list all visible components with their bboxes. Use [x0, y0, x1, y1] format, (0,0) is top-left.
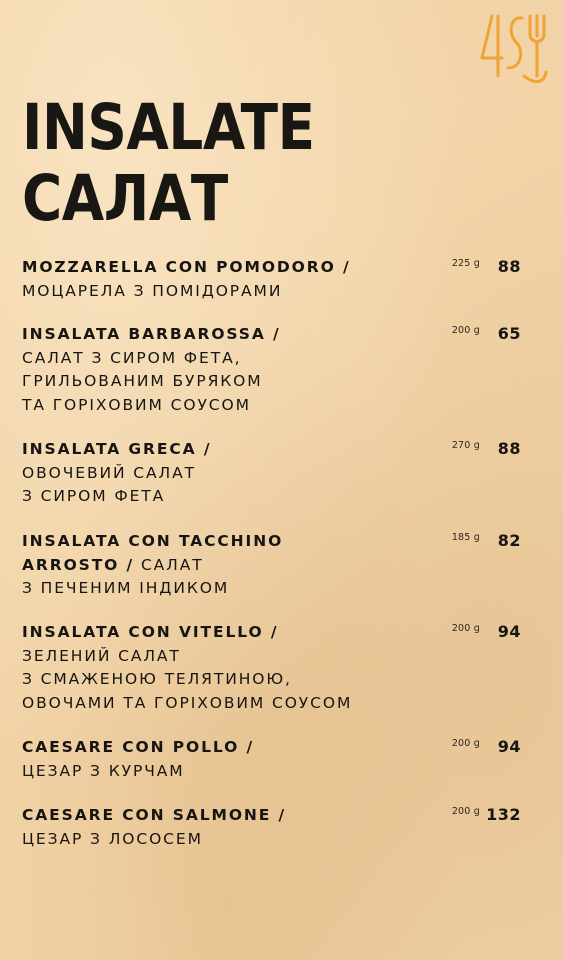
menu-item: [22, 530, 542, 601]
item-weight: 200 g: [451, 806, 480, 817]
item-weight: 200 g: [451, 738, 480, 749]
title-line-italian: INSALATE: [22, 91, 315, 164]
item-weight: 270 g: [451, 440, 480, 451]
item-weight: 185 g: [451, 532, 480, 543]
item-description: [22, 621, 442, 715]
item-name: CAESARE CON POLLO /: [22, 738, 255, 756]
item-description: [22, 736, 442, 783]
item-translation: МОЦАРЕЛА З ПОМІДОРАМИ: [22, 281, 283, 300]
item-description: [22, 804, 442, 851]
item-name: INSALATA GRECA /: [22, 440, 212, 458]
item-name: INSALATA CON VITELLO /: [22, 623, 279, 641]
fork-knife-logo-icon: [478, 12, 548, 92]
page-title: [22, 92, 315, 234]
item-name: INSALATA BARBAROSSA /: [22, 325, 281, 343]
item-translation: ОВОЧЕВИЙ САЛАТ З СИРОМ ФЕТА: [22, 463, 196, 505]
item-translation: ЦЕЗАР З КУРЧАМ: [22, 761, 185, 780]
item-price: 82: [497, 531, 521, 550]
item-price: 132: [486, 805, 521, 824]
menu-item: [22, 621, 542, 715]
item-name: INSALATA CON TACCHINO ARROSTO /: [22, 532, 284, 574]
item-translation: ЗЕЛЕНИЙ САЛАТ З СМАЖЕНОЮ ТЕЛЯТИНОЮ, ОВОЧАМИ ТА ГОРІХОВИМ СОУСОМ: [22, 646, 353, 712]
menu-item: [22, 256, 542, 303]
menu-item: [22, 736, 542, 783]
item-description: [22, 323, 442, 417]
menu-item: [22, 804, 542, 851]
item-name: CAESARE CON SALMONE /: [22, 806, 287, 824]
item-name: MOZZARELLA CON POMODORO /: [22, 258, 351, 276]
item-price: 94: [497, 737, 521, 756]
item-price: 88: [497, 439, 521, 458]
item-price: 94: [497, 622, 521, 641]
item-translation: САЛАТ З ПЕЧЕНИМ ІНДИКОМ: [22, 555, 230, 597]
item-translation: ЦЕЗАР З ЛОСОСЕМ: [22, 829, 203, 848]
menu-item: [22, 323, 542, 417]
item-description: [22, 530, 442, 601]
item-weight: 225 g: [451, 258, 480, 269]
menu-item: [22, 438, 542, 509]
item-weight: 200 g: [451, 623, 480, 634]
item-weight: 200 g: [451, 325, 480, 336]
item-description: [22, 256, 442, 303]
item-description: [22, 438, 442, 509]
title-line-ukrainian: САЛАТ: [22, 162, 228, 235]
item-price: 65: [497, 324, 521, 343]
item-translation: САЛАТ З СИРОМ ФЕТА, ГРИЛЬОВАНИМ БУРЯКОМ ТА ГОРІХОВИМ СОУСОМ: [22, 348, 263, 414]
item-price: 88: [497, 257, 521, 276]
